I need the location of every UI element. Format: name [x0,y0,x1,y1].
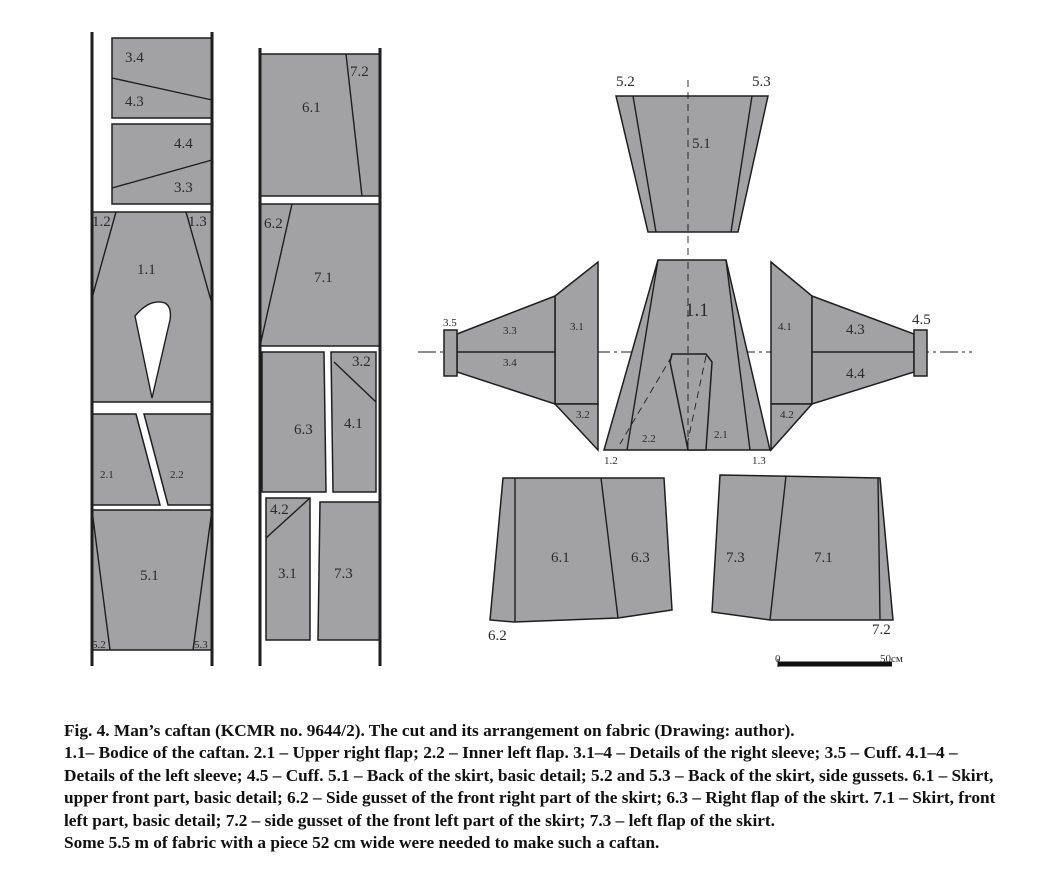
assembled-3-3-3-4 [457,296,555,404]
label-a-6-3: 6.3 [631,550,650,566]
label-l2-4-1: 4.1 [344,416,363,432]
label-l2-7-3: 7.3 [334,566,353,582]
label-l2-7-2: 7.2 [350,64,369,80]
label-l1-1-1: 1.1 [137,262,156,278]
label-a-5-3: 5.3 [752,74,771,90]
label-a-1-3: 1.3 [752,455,766,467]
label-a-4-5: 4.5 [912,312,931,328]
label-a-3-1: 3.1 [570,321,584,333]
label-l1-2-1: 2.1 [100,469,114,481]
assembled-3-5 [444,330,457,376]
assembled-3-1 [555,262,598,404]
scale-end: 50см [880,653,903,665]
label-l2-6-3: 6.3 [294,422,313,438]
scale-zero: 0 [775,653,781,665]
label-l1-5-2: 5.2 [92,639,106,651]
label-a-7-3: 7.3 [726,550,745,566]
label-l1-3-3: 3.3 [174,180,193,196]
label-l1-4-4: 4.4 [174,136,193,152]
label-l1-1-3: 1.3 [188,214,207,230]
label-l2-6-1: 6.1 [302,100,321,116]
label-a-7-2: 7.2 [872,622,891,638]
label-l1-5-1: 5.1 [140,568,159,584]
label-l2-6-2: 6.2 [264,216,283,232]
label-a-6-1: 6.1 [551,550,570,566]
label-a-4-1: 4.1 [778,321,792,333]
label-l1-2-2: 2.2 [170,469,184,481]
label-a-3-3: 3.3 [503,325,517,337]
figure-caption [64,720,1004,854]
scale-bar [775,653,903,667]
label-l2-4-2: 4.2 [270,502,289,518]
label-l1-4-3: 4.3 [125,94,144,110]
assembled-layout [418,80,972,622]
assembled-4-3-4-4 [812,296,914,404]
label-a-7-1: 7.1 [814,550,833,566]
label-l2-7-1: 7.1 [314,270,333,286]
label-a-3-4: 3.4 [503,357,517,369]
label-a-1-2: 1.2 [604,455,618,467]
label-l1-5-3: 5.3 [194,639,208,651]
label-l2-3-1: 3.1 [278,566,297,582]
label-l2-3-2: 3.2 [352,354,371,370]
label-a-2-2: 2.2 [642,433,656,445]
caption-title: Fig. 4. Man’s caftan (KCMR no. 9644/2). The cut and its arrangement on fabric (Drawing: author). [64,721,795,740]
assembled-5-1 [616,96,768,232]
assembled-7-3-7-1 [712,475,893,620]
label-a-5-1: 5.1 [692,136,711,152]
caption-note: Some 5.5 m of fabric with a piece 52 cm wide were needed to make such a caftan. [64,833,660,853]
label-a-6-2: 6.2 [488,628,507,644]
assembled-4-5 [914,330,927,376]
assembled-4-1 [771,262,812,404]
label-a-4-4: 4.4 [846,366,865,382]
label-a-4-2: 4.2 [780,409,794,421]
label-a-5-2: 5.2 [616,74,635,90]
label-l1-1-2: 1.2 [92,214,111,230]
label-a-2-1: 2.1 [714,429,728,441]
caption-body: 1.1– Bodice of the caftan. 2.1 – Upper right flap; 2.2 – Inner left flap. 3.1–4 – Details of the right sleeve; 3.5 – Cuff. 4.1–4 – Details of the left sleeve; 4.5 – Cuff. 5.1 – Back of the skirt, basic detail; 5.2 and 5.3 – Back of the skirt, side gussets. 6.1 – Skirt, upper front part, basic detail; 6.2 – Side gusset of the front right part of the skirt; 6.3 – Right flap of the skirt. 7.1 – Skirt, front left part, basic detail; 7.2 – side gusset of the front left part of the skirt; 7.3 – left flap of the skirt. [64,743,996,830]
label-a-1-1: 1.1 [685,300,709,321]
label-a-4-3: 4.3 [846,322,865,338]
label-l1-3-4: 3.4 [125,50,144,66]
label-a-3-5: 3.5 [443,317,457,329]
label-a-3-2: 3.2 [576,409,590,421]
